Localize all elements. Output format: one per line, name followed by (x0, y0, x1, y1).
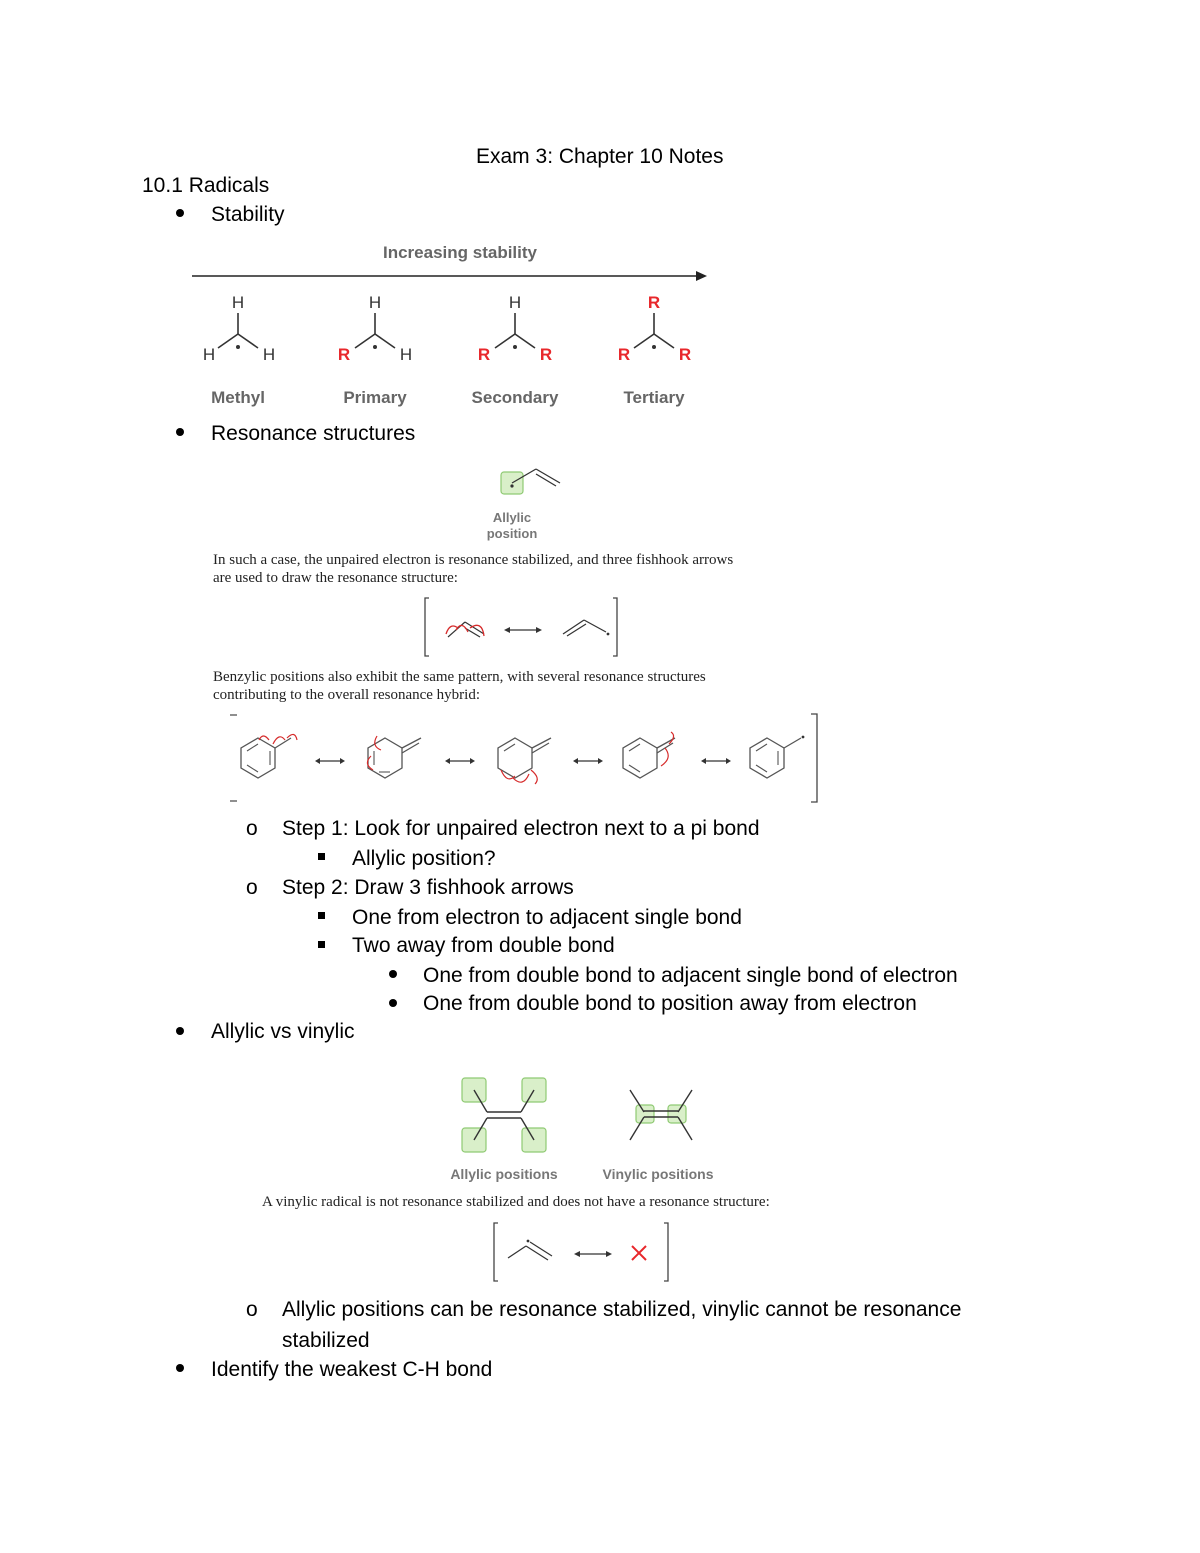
secondary-radical (472, 293, 559, 407)
methyl-radical (203, 293, 275, 407)
benzylic-text-1: Benzylic positions also exhibit the same pattern, with several resonance structures (213, 669, 706, 685)
benzylic-text-2: contributing to the overall resonance hybrid: (213, 687, 481, 703)
svg-text:R: R (617, 345, 631, 364)
step-2-sub-1: One from electron to adjacent single bond (352, 906, 742, 929)
svg-text:H: H (262, 345, 276, 364)
svg-text:position: position (486, 526, 538, 541)
increasing-stability-label: Increasing stability (383, 243, 537, 262)
allylic-resonance-text-2: are used to draw the resonance structure: (213, 570, 458, 586)
tertiary-label: Tertiary (623, 388, 685, 407)
svg-text:H: H (231, 293, 245, 312)
allylic-positions-structure (462, 1078, 546, 1152)
page-title: Exam 3: Chapter 10 Notes (476, 145, 724, 168)
vinylic-no-resonance-diagram (488, 1218, 678, 1286)
bullet-stability: Stability (211, 203, 285, 226)
square-bullet (318, 941, 325, 948)
bullet-resonance: Resonance structures (211, 422, 416, 445)
step-2: Step 2: Draw 3 fishhook arrows (282, 876, 574, 899)
step-2-marker: o (246, 876, 258, 899)
step-1: Step 1: Look for unpaired electron next to a pi bond (282, 817, 760, 840)
svg-text:R: R (539, 345, 553, 364)
vinylic-positions-label: Vinylic positions (602, 1166, 714, 1182)
allylic-note-line2: stabilized (282, 1329, 370, 1352)
svg-text:H: H (202, 345, 216, 364)
bullet-weakest-bond: Identify the weakest C-H bond (211, 1358, 493, 1381)
red-x-icon (632, 1246, 646, 1260)
vinylic-caption: A vinylic radical is not resonance stabilized and does not have a resonance structure: (262, 1194, 770, 1210)
allylic-vinylic-figure (440, 1070, 740, 1190)
benzylic-resonance-diagram (225, 708, 825, 808)
bullet-dot (176, 1027, 184, 1035)
bullet-dot (176, 428, 184, 436)
allylic-note-line1: Allylic positions can be resonance stabilized, vinylic cannot be resonance (282, 1298, 962, 1321)
bullet-dot (389, 999, 397, 1007)
bullet-dot (176, 209, 184, 217)
svg-text:R: R (337, 345, 351, 364)
tertiary-radical (618, 293, 691, 407)
bullet-allylic-vs-vinylic: Allylic vs vinylic (211, 1020, 355, 1043)
section-heading: 10.1 Radicals (142, 174, 270, 197)
secondary-label: Secondary (471, 388, 559, 407)
svg-text:H: H (508, 293, 522, 312)
svg-text:H: H (399, 345, 413, 364)
step-1-marker: o (246, 817, 258, 840)
step-2-sub-2: Two away from double bond (352, 934, 615, 957)
step-1-sub-1: Allylic position? (352, 847, 496, 870)
svg-text:R: R (647, 293, 661, 312)
svg-text:R: R (477, 345, 491, 364)
primary-label: Primary (343, 388, 407, 407)
allylic-position-label: Allylic (492, 510, 532, 525)
allylic-resonance-text-1: In such a case, the unpaired electron is resonance stabilized, and three fishhook arrows (213, 552, 734, 568)
allylic-positions-label: Allylic positions (450, 1166, 558, 1182)
bullet-dot (176, 1364, 184, 1372)
vinylic-positions-structure (630, 1090, 692, 1140)
radical-stability-figure (185, 238, 725, 418)
allylic-note-marker: o (246, 1298, 258, 1321)
square-bullet (318, 853, 325, 860)
bullet-dot (389, 970, 397, 978)
allylic-position-figure (480, 460, 580, 546)
square-bullet (318, 912, 325, 919)
primary-radical (338, 293, 412, 407)
svg-text:H: H (368, 293, 382, 312)
stability-arrow-head (696, 271, 707, 281)
svg-text:R: R (678, 345, 692, 364)
allyl-resonance-diagram (420, 592, 630, 662)
step-2-subsub-1: One from double bond to adjacent single bond of electron (423, 964, 958, 987)
step-2-subsub-2: One from double bond to position away from electron (423, 992, 917, 1015)
methyl-label: Methyl (211, 388, 265, 407)
